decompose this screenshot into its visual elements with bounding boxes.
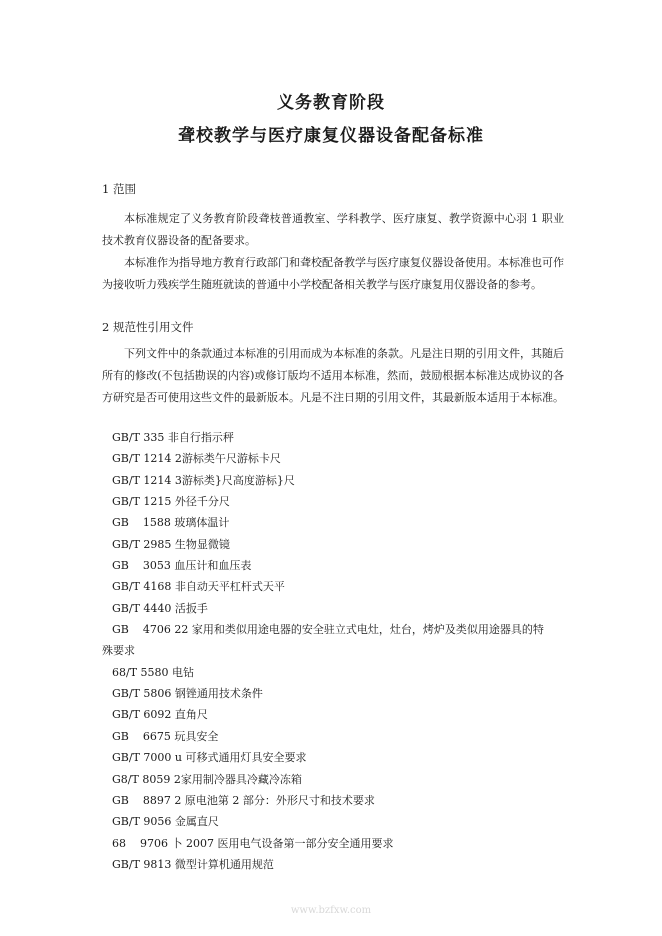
reference-item: 68/T 5580 电钻 <box>112 665 195 679</box>
reference-item: GB/T 6092 直角尺 <box>112 708 208 722</box>
reference-item: G8/T 8059 2家用制冷器具冷藏冷冻箱 <box>112 772 302 786</box>
document-title-line1: 义务教育阶段 <box>277 93 385 113</box>
reference-item: GB/T 4440 活扳手 <box>112 601 208 615</box>
reference-item: GB/T 2985 生物显微镜 <box>112 537 230 551</box>
section-heading-scope: 1 范围 <box>102 182 136 196</box>
scope-paragraph-2: 本标准作为指导地方教育行政部门和聋校配备教学与医疗康复仪器设备使用。本标准也可作为接收听力残疾学生随班就读的普通中小学校配备相关教学与医疗康复用仪器设备的参考。 <box>102 256 564 291</box>
reference-item: GB 4706 22 家用和类似用途电器的安全驻立式电灶，灶台，烤炉及类似用途器具的特 <box>112 623 544 637</box>
reference-item: GB 3053 血压计和血压表 <box>112 559 252 573</box>
reference-item: GB/T 7000 u 可移式通用灯具安全要求 <box>112 751 307 765</box>
document-title-line2: 聋校教学与医疗康复仪器设备配备标准 <box>178 126 484 146</box>
reference-item: GB/T 5806 钢锉通用技术条件 <box>112 687 263 701</box>
reference-item: GB/T 1214 2游标类午尺游标卡尺 <box>112 452 281 466</box>
reference-item: GB 1588 玻璃体温计 <box>112 516 230 530</box>
reference-item: GB/T 1215 外径千分尺 <box>112 495 230 509</box>
reference-list <box>102 427 572 875</box>
reference-item: GB/T 4168 非自动天平杠杆式天平 <box>112 580 285 594</box>
section-heading-normative: 2 规范性引用文件 <box>102 320 194 334</box>
reference-item: GB 6675 玩具安全 <box>112 729 219 743</box>
reference-item-continuation: 殊要求 <box>102 644 135 658</box>
normative-paragraph: 下列文件中的条款通过本标准的引用而成为本标准的条款。凡是注日期的引用文件，其随后所有的修改(不包括勘误的内容)或修订版均不适用本标准，然而，鼓励根据本标准达成协议的各方研究是否可使用这些文件的最新版本。凡是不注日期的引用文件，其最新版本适用于本标准。 <box>102 347 564 404</box>
watermark: www.bzfxw.com <box>290 905 372 916</box>
reference-item: GB/T 335 非自行指示秤 <box>112 431 234 444</box>
reference-item: GB/T 9813 微型计算机通用规范 <box>112 857 274 871</box>
reference-item: GB 8897 2 原电池第 2 部分：外形尺寸和技术要求 <box>112 793 375 807</box>
scope-paragraph-1: 本标准规定了义务教育阶段聋枝普通教室、学科教学、医疗康复、教学资源中心羽 1 职业技术教育仪器设备的配备要求。 <box>102 212 564 247</box>
reference-item: 68 9706 卜 2007 医用电气设备第一部分安全通用要求 <box>112 836 394 850</box>
reference-item: GB/T 9056 金属直尺 <box>112 815 219 829</box>
reference-item: GB/T 1214 3游标类}尺高度游标}尺 <box>112 473 295 487</box>
